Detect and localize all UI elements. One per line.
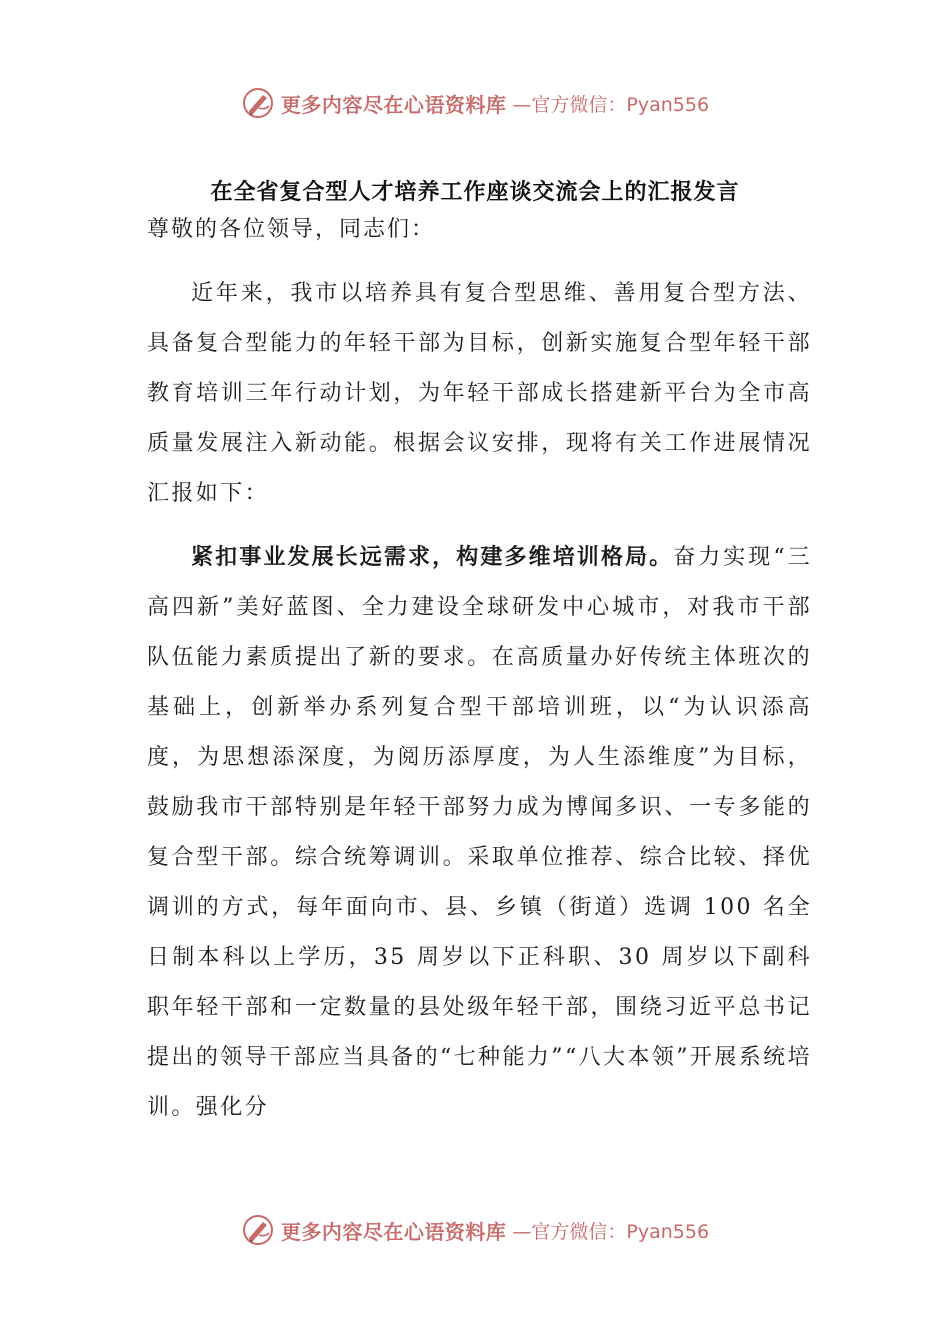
watermark-footer xyxy=(0,1210,950,1250)
pen-logo-icon xyxy=(241,86,275,120)
paragraph-lead-heading: 紧扣事业发展长远需求，构建多维培训格局。 xyxy=(191,545,674,570)
watermark-main-text: 更多内容尽在心语资料库 xyxy=(280,92,507,117)
paragraph-body-text: 奋力实现“三高四新”美好蓝图、全力建设全球研发中心城市，对我市干部队伍能力素质提出了新的要求。在高质量办好传统主体班次的基础上，创新举办系列复合型干部培训班，以“为认识添高度，为思想添深度，为阅历添厚度，为人生添维度”为目标，鼓励我市干部特别是年轻干部努力成为博闻多识、一专多能的复合型干部。综合统筹调训。采取单位推荐、综合比较、择优调训的方式，每年面向市、县、乡镇（街道）选调 100 名全日制本科以上学历，35 周岁以下正科职、30 周岁以下副科职年轻干部和一定数量的县处级年轻干部，围绕习近平总书记提出的领导干部应当具备的“七种能力”“八大本领”开展系统培训。强化分 xyxy=(147,545,812,1120)
watermark-side-text: —官方微信：Pyan556 xyxy=(512,93,710,116)
document-title: 在全省复合型人才培养工作座谈交流会上的汇报发言 xyxy=(210,180,740,205)
paragraph-section-1 xyxy=(147,533,812,1133)
watermark-side-text: —官方微信：Pyan556 xyxy=(512,1220,710,1243)
watermark-main-text: 更多内容尽在心语资料库 xyxy=(280,1219,507,1244)
document-body xyxy=(147,205,812,1133)
watermark-header xyxy=(0,83,950,123)
pen-logo-icon xyxy=(241,1213,275,1247)
salutation: 尊敬的各位领导，同志们： xyxy=(147,217,436,242)
paragraph-intro: 近年来，我市以培养具有复合型思维、善用复合型方法、具备复合型能力的年轻干部为目标，创新实施复合型年轻干部教育培训三年行动计划，为年轻干部成长搭建新平台为全市高质量发展注入新动能。根据会议安排，现将有关工作进展情况汇报如下： xyxy=(147,281,812,506)
